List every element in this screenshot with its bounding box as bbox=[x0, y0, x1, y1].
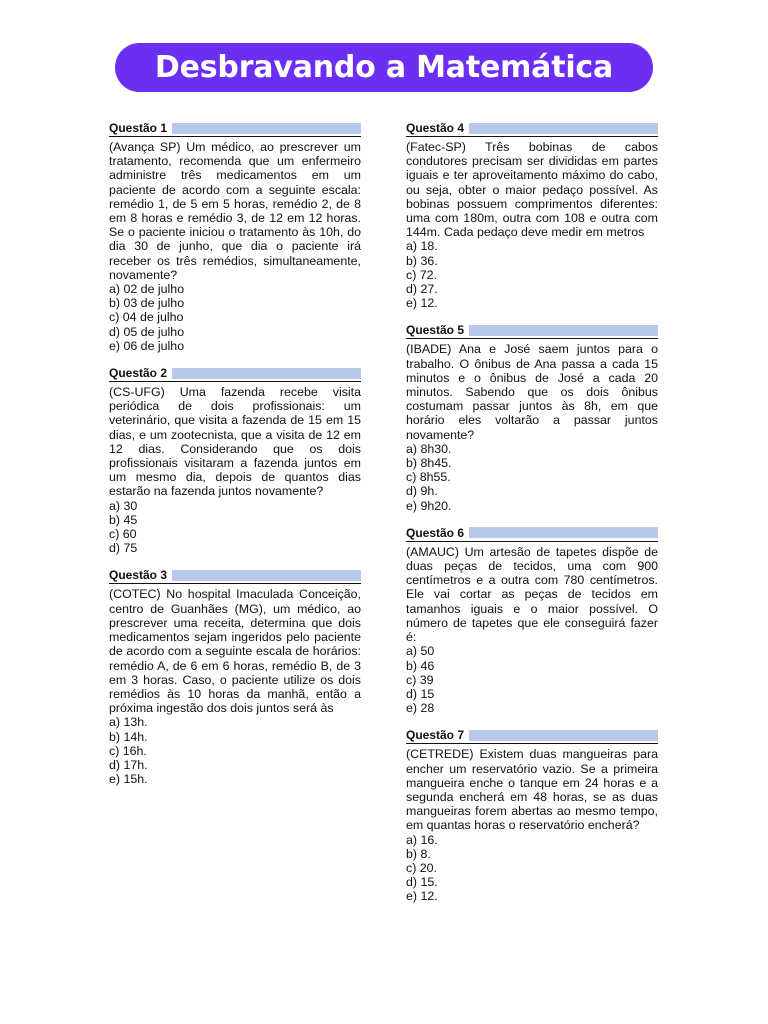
title-bar bbox=[469, 325, 658, 336]
question-2 bbox=[109, 366, 361, 555]
option: b) 46 bbox=[406, 658, 435, 673]
option: c) 04 de julho bbox=[109, 310, 184, 325]
options-list bbox=[109, 715, 361, 786]
title-bar bbox=[172, 368, 361, 379]
title-bar bbox=[172, 570, 361, 581]
option: c) 60 bbox=[109, 527, 137, 542]
options-list bbox=[406, 442, 658, 513]
option: b) 03 de julho bbox=[109, 296, 185, 311]
option: d) 05 de julho bbox=[109, 324, 185, 339]
question-text: (AMAUC) Um artesão de tapetes dispõe de duas peças de tecidos, uma com 900 centímetros e a outra com 780 centímetros. Ele vai cortar as peças de tecidos em tamanhos iguais e o maior possível. O número de tapetes que ele conseguirá fazer é: bbox=[406, 544, 658, 645]
question-text: (IBADE) Ana e José saem juntos para o trabalho. O ônibus de Ana passa a cada 15 minutos e o ônibus de José a cada 20 minutos. Sabendo que os dois ônibus costumam passar juntos às 8h, em que horário eles voltarão a passar juntos novamente? bbox=[406, 342, 658, 442]
title-banner bbox=[115, 43, 653, 92]
question-header bbox=[406, 323, 658, 339]
question-text: (CETREDE) Existem duas mangueiras para encher um reservatório vazio. Se a primeira mangueira enche o tanque em 24 horas e a segunda encherá em 48 horas, se as duas mangueiras forem abertas ao mesmo tempo, em quantas horas o reservatório encherá? bbox=[406, 747, 658, 833]
question-3 bbox=[109, 568, 361, 786]
left-column bbox=[109, 121, 361, 799]
option: c) 39 bbox=[406, 672, 434, 687]
question-title: Questão 1 bbox=[109, 121, 168, 135]
title-bar bbox=[172, 123, 361, 134]
title-bar bbox=[469, 730, 658, 741]
options-list bbox=[406, 833, 658, 904]
option: d) 15 bbox=[406, 686, 435, 701]
options-list bbox=[109, 282, 361, 353]
question-header bbox=[109, 366, 361, 382]
option: d) 9h. bbox=[406, 484, 438, 499]
option: d) 27. bbox=[406, 282, 438, 297]
option: b) 45 bbox=[109, 512, 138, 527]
option: a) 18. bbox=[406, 239, 438, 254]
right-column bbox=[406, 121, 658, 917]
question-1 bbox=[109, 121, 361, 353]
options-list bbox=[406, 644, 658, 715]
question-header bbox=[109, 121, 361, 137]
question-header bbox=[406, 121, 658, 137]
question-title: Questão 2 bbox=[109, 366, 168, 381]
option: b) 14h. bbox=[109, 729, 148, 744]
option: c) 16h. bbox=[109, 743, 147, 758]
question-text: (Fatec-SP) Três bobinas de cabos condutores precisam ser divididas em partes iguais e ter aproveitamento máximo do cabo, ou seja, obter o maior pedaço possível. As bobinas possuem comprimentos diferentes: uma com 180m, outra com 108 e outra com 144m. Cada pedaço deve medir em metros bbox=[406, 140, 658, 240]
option: e) 06 de julho bbox=[109, 338, 185, 353]
question-header bbox=[406, 728, 658, 744]
question-text: (CS-UFG) Uma fazenda recebe visita periódica de dois profissionais: um veterinário, que visita a fazenda de 15 em 15 dias, e um zootecnista, que a visita de 12 em 12 dias. Considerando que os dois profissionais visitaram a fazenda juntos em um mesmo dia, depois de quantos dias estarão na fazenda juntos novamente? bbox=[109, 385, 361, 499]
option: b) 36. bbox=[406, 253, 438, 268]
option: a) 30 bbox=[109, 498, 138, 513]
question-7 bbox=[406, 728, 658, 903]
option: e) 12. bbox=[406, 296, 438, 311]
page-title: Desbravando a Matemática bbox=[154, 50, 614, 85]
question-6 bbox=[406, 526, 658, 715]
option: c) 20. bbox=[406, 860, 437, 875]
title-bar bbox=[469, 527, 658, 538]
question-title: Questão 3 bbox=[109, 568, 168, 583]
question-text: (Avança SP) Um médico, ao prescrever um tratamento, recomenda que um enfermeiro administre três medicamentos em um paciente de acordo com a seguinte escala: remédio 1, de 5 em 5 horas, remédio 2, de 8 em 8 horas e remédio 3, de 12 em 12 horas. Se o paciente iniciou o tratamento às 10h, do dia 30 de junho, que dia o paciente irá receber os três remédios, simultaneamente, novamente? bbox=[109, 140, 361, 282]
question-title: Questão 5 bbox=[406, 323, 465, 338]
question-5 bbox=[406, 323, 658, 512]
option: a) 8h30. bbox=[406, 441, 452, 456]
question-header bbox=[406, 526, 658, 542]
question-title: Questão 4 bbox=[406, 121, 465, 135]
option: d) 75 bbox=[109, 541, 138, 556]
option: e) 28 bbox=[406, 701, 435, 716]
option: e) 9h20. bbox=[406, 498, 452, 513]
options-list bbox=[109, 499, 361, 556]
option: a) 16. bbox=[406, 832, 438, 847]
option: b) 8. bbox=[406, 846, 431, 861]
option: a) 13h. bbox=[109, 715, 148, 730]
option: b) 8h45. bbox=[406, 456, 452, 471]
question-title: Questão 7 bbox=[406, 728, 465, 743]
option: e) 12. bbox=[406, 889, 438, 904]
question-text: (COTEC) No hospital Imaculada Conceição, centro de Guanhães (MG), um médico, ao prescrever uma receita, determina que dois medicamentos sejam ingeridos pelo paciente de acordo com a seguinte escala de horários: remédio A, de 6 em 6 horas, remédio B, de 3 em 3 horas. Caso, o paciente utilize os dois remédios às 10 horas da manhã, então a próxima ingestão dos dois juntos será às bbox=[109, 587, 361, 716]
options-list bbox=[406, 239, 658, 310]
option: a) 02 de julho bbox=[109, 282, 185, 297]
question-header bbox=[109, 568, 361, 584]
option: d) 15. bbox=[406, 875, 438, 890]
title-bar bbox=[469, 123, 658, 134]
option: a) 50 bbox=[406, 644, 435, 659]
question-title: Questão 6 bbox=[406, 525, 465, 540]
question-4 bbox=[406, 121, 658, 310]
option: c) 72. bbox=[406, 267, 437, 282]
option: e) 15h. bbox=[109, 772, 148, 787]
option: d) 17h. bbox=[109, 757, 148, 772]
option: c) 8h55. bbox=[406, 470, 451, 485]
